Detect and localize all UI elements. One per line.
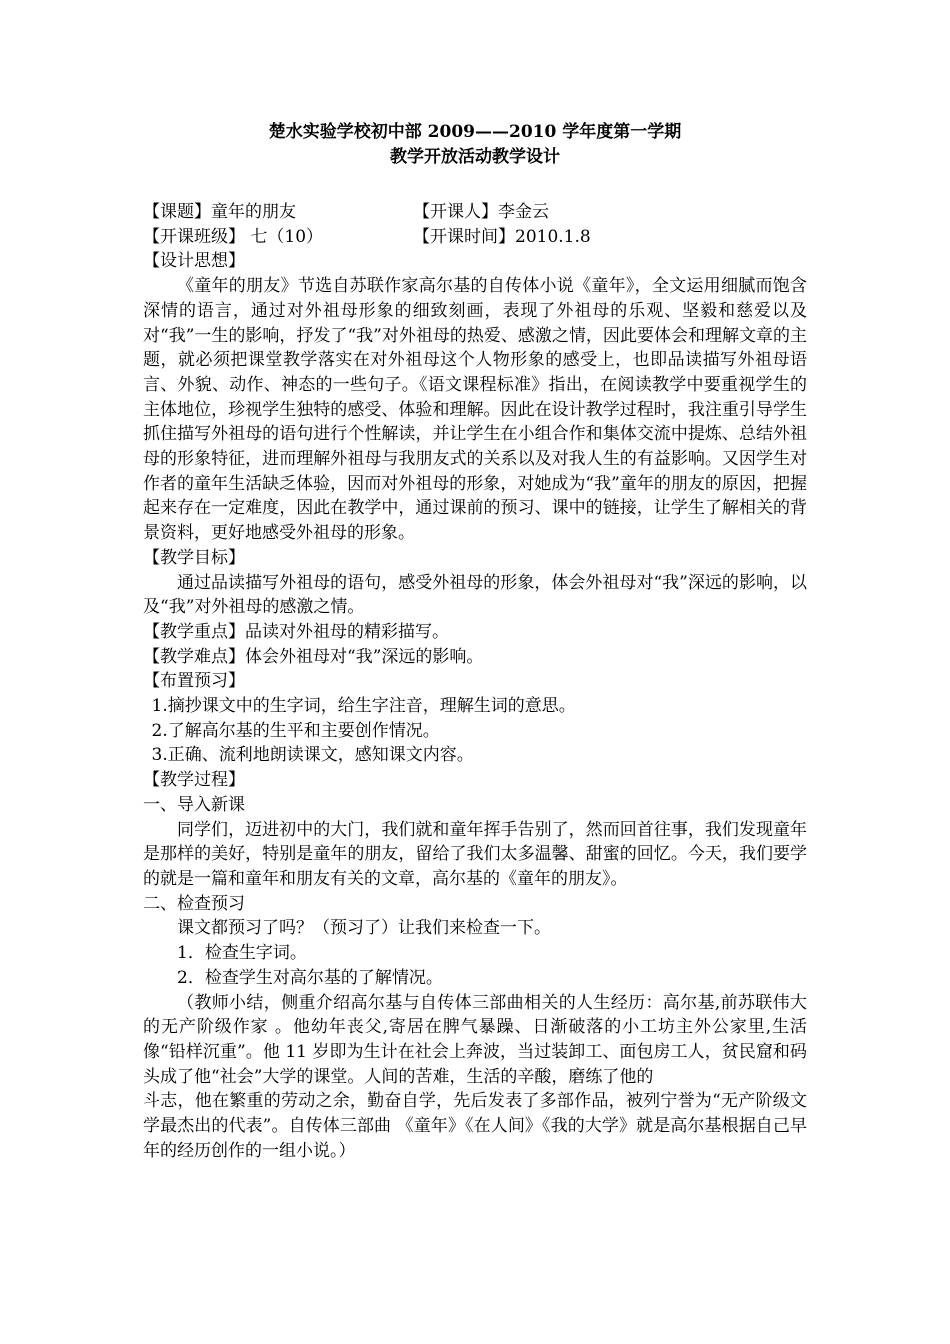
- class-field: [143, 225, 413, 250]
- key-point: [143, 620, 807, 645]
- key-point-label: 【教学重点】: [143, 621, 245, 642]
- topic-field: [143, 200, 413, 225]
- class-label: 【开课班级】: [143, 226, 245, 247]
- preview-item: 2.了解高尔基的生平和主要创作情况。: [151, 720, 440, 741]
- topic-label: 【课题】: [143, 202, 211, 222]
- preview-heading: 【布置预习】: [143, 671, 245, 692]
- section2-title: 二、检查预习: [143, 893, 245, 914]
- class-value: 七（10）: [245, 226, 324, 247]
- design-heading: 【设计思想】: [143, 251, 245, 272]
- summary-part2: 斗志，他在繁重的劳动之余，勤奋自学，先后发表了多部作品，被列宁誉为“无产阶级文学最杰出的代表”。自传体三部曲 《童年》《在人间》《我的大学》就是高尔基根据自己早年的经历创作的一组小说。）: [143, 1091, 807, 1161]
- preview-item: 3.正确、流利地朗读课文，感知课文内容。: [151, 745, 474, 766]
- process-heading: 【教学过程】: [143, 770, 245, 791]
- info-row-1: [143, 200, 807, 225]
- difficulty-label: 【教学难点】: [143, 646, 245, 667]
- teacher-field: [413, 200, 549, 225]
- summary-part1: （教师小结，侧重介绍高尔基与自传体三部曲相关的人生经历：高尔基,前苏联伟大的无产阶级作家 。他幼年丧父,寄居在脾气暴躁、日渐破落的小工坊主外公家里,生活像“铅样沉重”。他 11 岁即为生计在社会上奔波，当过装卸工、面包房工人，贫民窟和码头成了他“社会”大学的课堂。人间的苦难，生活的辛酸，磨练了他的: [143, 992, 807, 1087]
- goal-body: 通过品读描写外祖母的语句，感受外祖母的形象，体会外祖母对“我”深远的影响，以及“我”对外祖母的感激之情。: [143, 572, 807, 618]
- design-body: 《童年的朋友》节选自苏联作家高尔基的自传体小说《童年》，全文运用细腻而饱含深情的语言，通过对外祖母形象的细致刻画，表现了外祖母的乐观、坚毅和慈爱以及对“我”一生的影响，抒发了“我”对外祖母的热爱、感激之情，因此要体会和理解文章的主题，就必须把课堂教学落实在对外祖母这个人物形象的感受上，也即品读描写外祖母语言、外貌、动作、神态的一些句子。《语文课程标准》指出，在阅读教学中要重视学生的主体地位，珍视学生独特的感受、体验和理解。因此在设计教学过程时，我注重引导学生抓住描写外祖母的语句进行个性解读，并让学生在小组合作和集体交流中提炼、总结外祖母的形象特征，进而理解外祖母与我朋友式的关系以及对我人生的有益影响。又因学生对作者的童年生活缺乏体验，因而对外祖母的形象，对她成为“我”童年的朋友的原因，把握起来存在一定难度，因此在教学中，通过课前的预习、课中的链接，让学生了解相关的背景资料，更好地感受外祖母的形象。: [143, 276, 807, 544]
- document-title-line1: 楚水实验学校初中部 2009——2010 学年度第一学期: [268, 122, 682, 142]
- preview-item: 1.摘抄课文中的生字词，给生字注音，理解生词的意思。: [151, 696, 576, 717]
- difficulty: [143, 645, 807, 670]
- teacher-label: 【开课人】: [413, 202, 498, 222]
- document-page: [143, 120, 807, 1163]
- document-title-line2: 教学开放活动教学设计: [390, 147, 560, 167]
- teacher-value: 李金云: [498, 202, 549, 222]
- section1-title: 一、导入新课: [143, 794, 245, 815]
- section2-intro: 课文都预习了吗？（预习了）让我们来检查一下。: [177, 918, 551, 939]
- section2-item: 1．检查生字词。: [177, 943, 307, 964]
- goal-heading: 【教学目标】: [143, 547, 245, 568]
- title-block: [143, 120, 807, 170]
- section1-body: 同学们，迈进初中的大门，我们就和童年挥手告别了，然而回首往事，我们发现童年是那样的美好，特别是童年的朋友，留给了我们太多温馨、甜蜜的回忆。今天，我们要学的就是一篇和童年和朋友有关的文章，高尔基的《童年的朋友》。: [143, 819, 807, 889]
- key-point-value: 品读对外祖母的精彩描写。: [245, 621, 449, 642]
- date-label: 【开课时间】: [413, 226, 515, 247]
- date-field: [413, 225, 591, 250]
- section2-item: 2．检查学生对高尔基的了解情况。: [177, 967, 443, 988]
- topic-value: 童年的朋友: [211, 202, 296, 222]
- difficulty-value: 体会外祖母对“我”深远的影响。: [245, 646, 484, 667]
- date-value: 2010.1.8: [515, 226, 591, 247]
- info-row-2: [143, 225, 807, 250]
